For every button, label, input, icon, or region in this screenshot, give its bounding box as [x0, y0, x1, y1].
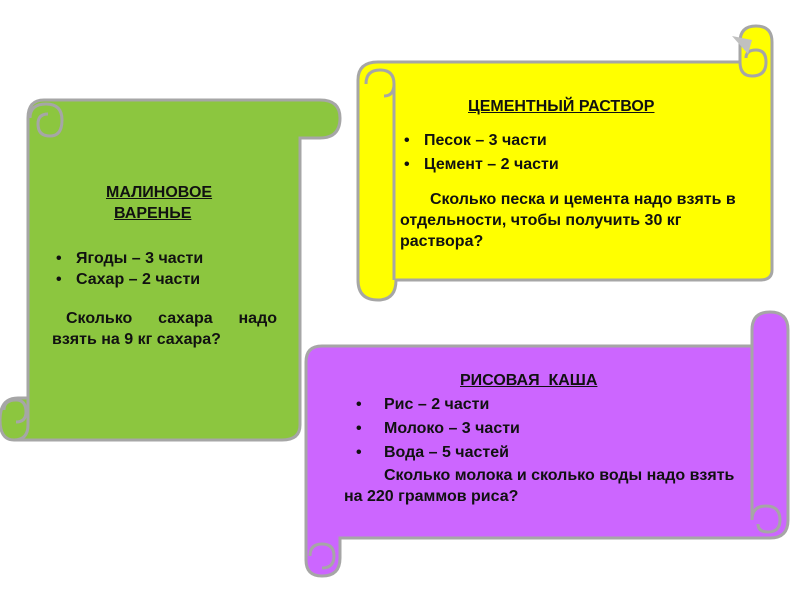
porridge-card: [344, 370, 744, 507]
porridge-item: • Молоко – 3 части: [352, 417, 744, 441]
porridge-question: Сколько молока и сколько воды надо взять на 220 граммов риса?: [344, 467, 735, 505]
cement-question: Сколько песка и цемента надо взять в отдельности, чтобы получить 30 кг раствора?: [400, 191, 736, 250]
porridge-item: • Вода – 5 частей: [352, 441, 744, 465]
jam-ingredients: [52, 248, 277, 290]
porridge-item: • Рис – 2 части: [352, 393, 744, 417]
cement-title: ЦЕМЕНТНЫЙ РАСТВОР: [468, 98, 655, 115]
porridge-ingredients: [344, 393, 744, 465]
jam-title-line1: МАЛИНОВОЕ: [106, 184, 213, 201]
jam-title-line2: ВАРЕНЬЕ: [114, 205, 192, 222]
cement-card: [400, 96, 745, 252]
jam-item: • Ягоды – 3 части: [52, 248, 277, 269]
jam-item: • Сахар – 2 части: [52, 269, 277, 290]
cement-item: • Песок – 3 части: [400, 129, 745, 153]
jam-title: [52, 182, 277, 224]
cement-item: • Цемент – 2 части: [400, 153, 745, 177]
jam-card: [52, 182, 277, 350]
porridge-title: РИСОВАЯ КАША: [460, 372, 598, 389]
jam-question: Сколько сахара надо взять на 9 кг сахара?: [52, 310, 277, 348]
cement-ingredients: [400, 129, 745, 177]
